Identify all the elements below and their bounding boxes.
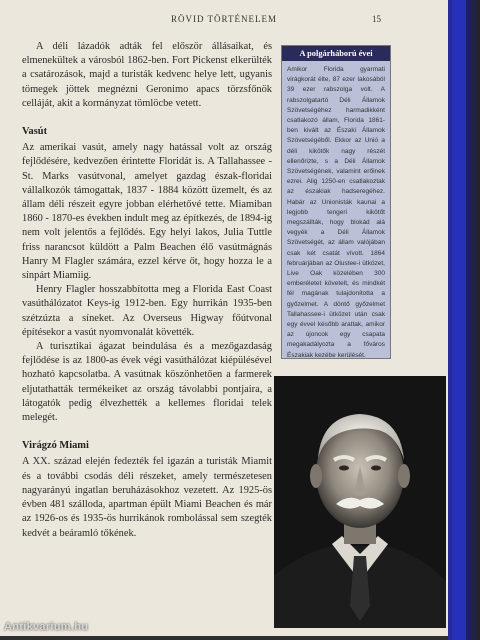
section-heading-railway: Vasút	[22, 126, 48, 138]
miami-paragraph: A XX. század elején fedezték fel igazán a turisták Miamit és a további csodás déli részeket, amely természetesen nagyarányú ingatlan beruházásokhoz vezetett. Az 1925-ös évben 481 szálloda, apartman épült Miami Beachen és már az 1926-os és 1935-ös hurrikánok rombolással sem szegték kedvét a beáramló tőkének.	[22, 456, 272, 539]
main-text-column	[22, 40, 272, 541]
sidebar-title: A polgárháború évei	[282, 46, 390, 61]
section-heading-miami: Virágzó Miami	[22, 440, 89, 452]
page-number: 15	[372, 14, 381, 24]
railway-paragraph-3: A turisztikai ágazat beindulása és a mezőgazdaság fejlődése is az 1800-as évek végi vasúthálózat kiépülésével hozható kapcsolatba. A vasútnak köszönhetően a farmerek eljutathatták termékeiket az ország távolabbi pontjaira, a látogatók pedig élvezhették a kellemes floridai telek melegét.	[22, 341, 272, 424]
running-head: RÖVID TÖRTÉNELEM	[170, 14, 278, 24]
intro-paragraph: A déli lázadók adták fel először állásaikat, és elmenekültek a városból 1862-ben. Fort Pickenst elkerülték a csatározások, majd a turisták kedvenc helye lett, ugyanis tömegek jöttek megnézni Geronimo apacs törzsfőnök celláját, akit a kormányzat tömlöcbe vetett.	[22, 41, 272, 109]
bottom-edge	[0, 636, 448, 640]
railway-paragraph-2: Henry Flagler hosszabbította meg a Florida East Coast vasúthálózatot Keys-ig 1912-ben. Egy hurrikán 1935-ben szétzúzta a síneket. Az Overseus Higway főútvonal építésekor a vasút nyomvonalát követték.	[22, 284, 272, 338]
portrait-image	[274, 376, 446, 628]
cover-edge-strip	[452, 0, 466, 640]
watermark-text: Antikvarium.hu	[4, 621, 89, 633]
portrait-photo	[274, 376, 446, 628]
railway-paragraph-1: Az amerikai vasút, amely nagy hatással volt az ország fejlődésére, kedvezően érintette Floridát is. A Tallahassee - St. Marks vasútvonal, amelyet gazdag észak-floridai vállalkozók támogattak, 1837 - 1884 között üzemelt, és az állam déli részeit egyre jobban elérhetővé tette. Miamiban 1860 - 1870-es években indult meg az építkezés, de 1894-ig nem volt jelentős a fejlődés. Egy helyi lakos, Julia Tuttle friss narancsot küldött a Palm Beachen élő vasútmágnás Hanry M Flagler számára, ezzel kérve őt, hogy hozza le a sínpárt Miamiig.	[22, 142, 272, 282]
sidebar-box	[281, 45, 391, 359]
sidebar-text: Amikor Florida gyarmati virágkorát élte, 87 ezer lakosából 39 ezer rabszolga volt. A rabszolgatartó Déli Államok Szövetségéhez harmadikként csatlakozó állam, Florida 1861-ben kivált az Északi Államok Szövetségéből. Ekkor az Unió a déli kikötők nagy részét ellenőrizte, s a Déli Államok Szövetségének, valamint erőinek ezrei. Alig 1250-en csatlakoztak az északiak hadseregéhez. Habár az Unionisták kaunai a legjobb tengeri kikötőt megszállták, hogy blokád alá vegyék a Déli Államok Szövetségét, az állam valójában csak két csatát vívott. 1864 februárjában az Olustee-i ütközet, Live Oak közelében 300 emberéletet követelt, és mindkét fél magának tulajdonította a győzelmet. A döntő győzelmet Tallahassee-i ütközet után csak egy évvel később arattak, amikor az újoncok egy csapata megakadályozta a főváros Északiak kezébe kerülését.	[287, 66, 385, 359]
